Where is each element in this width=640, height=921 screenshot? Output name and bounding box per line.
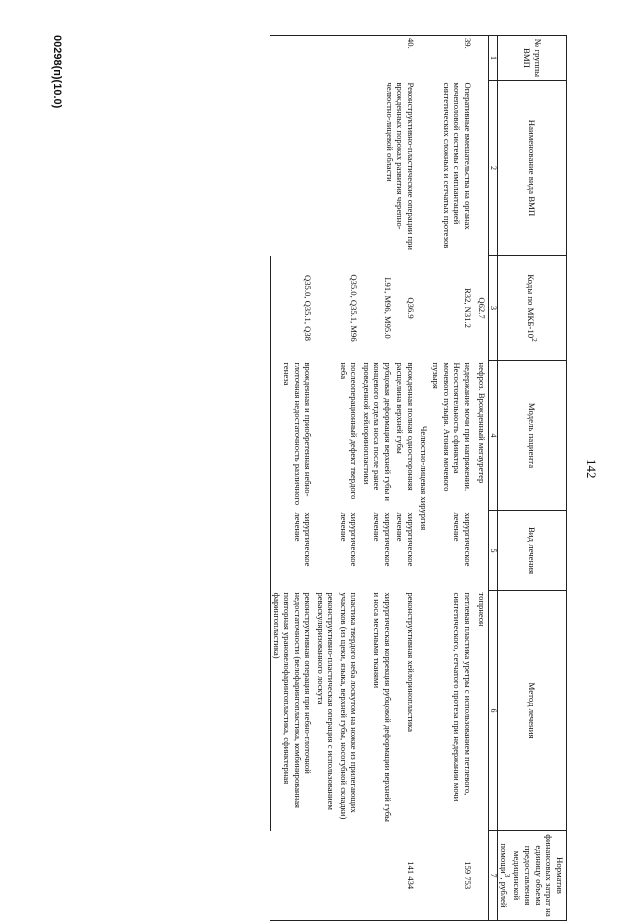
group-number: 39.	[430, 36, 474, 81]
header-method: Метод лечения	[497, 591, 566, 831]
treatment-method: реконструктивная хейлоринопластика	[405, 592, 416, 732]
section-row	[417, 36, 430, 921]
patient-model: послеоперационный дефект твердого неба	[338, 362, 360, 500]
mkb-code: Q35.0, Q35.1, Q38	[270, 256, 314, 361]
patient-model: рубцовая деформация верхней губы и концевого отдела носа после ранее проведенной хейлоринопластики	[361, 362, 393, 501]
column-number: 3	[488, 256, 497, 361]
vmp-name: Оперативные вмешательства на органах мочеполовой системы с имплантацией синтетических сложных и сетчатых протезов	[441, 82, 473, 249]
column-number: 4	[488, 361, 497, 511]
column-number: 7	[488, 831, 497, 921]
rotated-document	[45, 35, 600, 920]
column-number: 5	[488, 511, 497, 591]
header-group: № группы ВМП	[497, 36, 566, 81]
treatment-type: хирургическое лечение	[372, 512, 393, 567]
table-header-row	[497, 36, 566, 921]
patient-model	[314, 361, 337, 511]
footer-code: 00298(п)(10.0)	[51, 35, 63, 109]
treatment-method: реконструктивная операция при небно-глоточной недостаточности (велофарингопластика, комбинированная повторная урановелофарингопластика, сфинктерная фарингопластика)	[270, 591, 314, 831]
table-row	[430, 36, 474, 921]
column-number: 1	[488, 36, 497, 81]
treatment-type: хирургическое лечение	[395, 512, 416, 567]
treatment-type: хирургическое лечение	[338, 512, 360, 567]
column-number: 6	[488, 591, 497, 831]
mkb-code: R32, N31.2	[462, 288, 473, 328]
page-number: 142	[584, 459, 599, 479]
mkb-code: Q35.0, Q35.1, M96	[349, 274, 360, 342]
treatment-method: пластика твердого неба лоскутом на ножке из прилегающих участков (из щеки, языка, верхней губы, носогубной складки)	[338, 592, 360, 820]
patient-model: недержание мочи при напряжении. Несостоятельность сфинктера мочевого пузыря. Атония мочевого пузыря	[431, 362, 473, 492]
header-model: Модель пациента	[497, 361, 566, 511]
treatment-method: реконструктивно-пластическая операция с использованием реваскуляризованного лоскута	[315, 592, 337, 810]
treatment-type	[314, 511, 337, 591]
patient-model: нефроз. Врожденный мегауретер	[476, 362, 487, 484]
table-row	[394, 36, 417, 921]
treatment-type: хирургическое лечение	[452, 512, 473, 567]
column-number-row	[488, 36, 497, 921]
mkb-code: L91, M96, M95.0	[382, 277, 393, 339]
table-row	[474, 36, 489, 921]
patient-model: врожденная полная односторонняя расщелина верхней губы	[395, 362, 416, 491]
header-name: Наименование вида ВМП	[497, 81, 566, 256]
mkb-code: Q62.7	[476, 297, 487, 319]
vmp-table	[270, 35, 567, 921]
patient-model: врожденная и приобретенная небно-глоточная недостаточность различного генеза	[270, 361, 314, 511]
vmp-name: Реконструктивно-пластические операции при врожденных пороках развития черепно-челюстно-лицевой области	[384, 82, 416, 251]
mkb-code	[314, 256, 337, 361]
column-number: 2	[488, 81, 497, 256]
header-mkb: Коды по МКБ-$10^2$	[497, 256, 566, 361]
treatment-method: хирургическая коррекция рубцовой деформации верхней губы и носа местными тканями	[372, 592, 393, 822]
group-number: 40.	[270, 36, 417, 81]
treatment-method: петлевая пластика уретры с использованием петлевого, синтетического, сетчатого протеза при недержании мочи	[452, 592, 473, 802]
norm-value: 159 753	[430, 831, 474, 921]
norm-value: 141 434	[270, 831, 417, 921]
section-title: Челюстно-лицевая хирургия	[417, 36, 430, 921]
treatment-type: хирургическое лечение	[270, 511, 314, 591]
treatment-method: топрнеон	[476, 592, 487, 627]
mkb-code: Q36.9	[405, 297, 416, 319]
header-norm: Норматив финансовых затрат на единицу объема предоставления медицинской помощи$^3$, рублей	[497, 831, 566, 921]
header-treatment-type: Вид лечения	[497, 511, 566, 591]
